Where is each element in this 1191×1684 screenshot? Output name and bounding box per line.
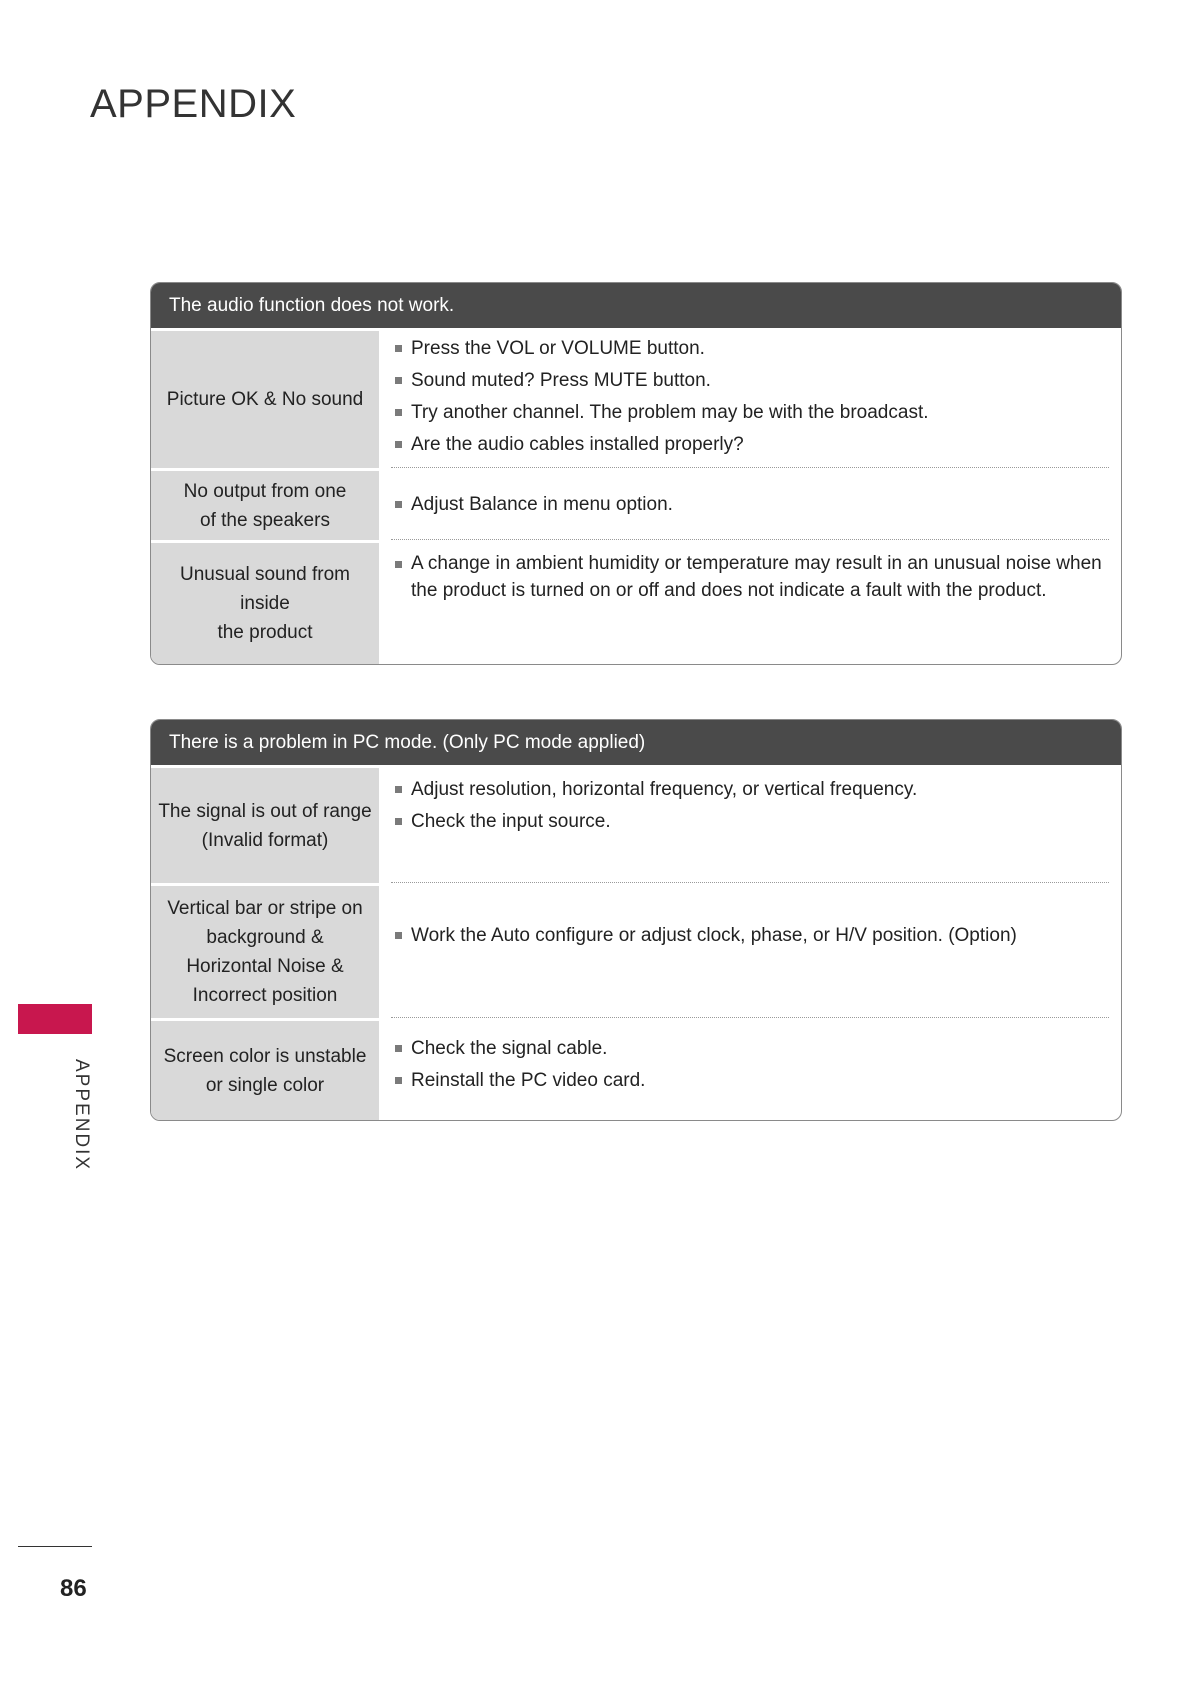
solution-item: Try another channel. The problem may be with the broadcast. xyxy=(395,398,1107,427)
solution-item: Sound muted? Press MUTE button. xyxy=(395,366,1107,395)
table-row xyxy=(151,883,1121,1018)
table-row xyxy=(151,1018,1121,1120)
solutions-cell xyxy=(379,540,1121,664)
footer-rule xyxy=(18,1546,92,1547)
symptom-cell xyxy=(151,1018,379,1120)
symptom-line: Incorrect position xyxy=(192,985,338,1006)
pc-mode-trouble-table xyxy=(150,719,1122,1121)
symptom-line: (Invalid format) xyxy=(201,829,329,851)
table-row xyxy=(151,540,1121,664)
symptom-cell xyxy=(151,328,379,468)
solutions-cell xyxy=(379,1018,1121,1120)
solution-item: Adjust Balance in menu option. xyxy=(395,490,1107,519)
solution-item: Press the VOL or VOLUME button. xyxy=(395,334,1107,363)
solution-item: Adjust resolution, horizontal frequency, or vertical frequency. xyxy=(395,775,1107,804)
symptom-cell xyxy=(151,883,379,1018)
solutions-cell xyxy=(379,883,1121,1018)
page-number: 86 xyxy=(60,1575,87,1602)
symptom-line: inside xyxy=(240,593,290,614)
symptom-cell xyxy=(151,468,379,540)
solution-item: Are the audio cables installed properly? xyxy=(395,430,1107,459)
audio-trouble-table xyxy=(150,282,1122,665)
symptom-line: The signal is out of range xyxy=(158,800,372,822)
symptom-line: Unusual sound from xyxy=(179,564,351,585)
symptom-line: Vertical bar or stripe on xyxy=(167,898,363,919)
solution-item: Check the input source. xyxy=(395,807,1107,836)
side-section-label: APPENDIX xyxy=(71,1059,92,1172)
page-title: APPENDIX xyxy=(90,82,297,126)
symptom-line: or single color xyxy=(205,1074,325,1096)
symptom-line: No output from one xyxy=(183,480,347,502)
solution-item: Check the signal cable. xyxy=(395,1034,1107,1063)
table-header: There is a problem in PC mode. (Only PC mode applied) xyxy=(151,720,1121,765)
table-row xyxy=(151,328,1121,468)
symptom-line: Picture OK & No sound xyxy=(166,389,364,410)
table-row xyxy=(151,765,1121,883)
solution-item: Work the Auto configure or adjust clock, phase, or H/V position. (Option) xyxy=(395,921,1107,950)
symptom-cell xyxy=(151,540,379,664)
solutions-cell xyxy=(379,328,1121,468)
solution-item: A change in ambient humidity or temperature may result in an unusual noise when the product is turned on or off and does not indicate a fault with the product. xyxy=(395,550,1107,604)
table-row xyxy=(151,468,1121,540)
solution-item: Reinstall the PC video card. xyxy=(395,1066,1107,1095)
solutions-cell xyxy=(379,765,1121,883)
section-tab-marker xyxy=(18,1004,92,1034)
symptom-cell xyxy=(151,765,379,883)
solutions-cell xyxy=(379,468,1121,540)
symptom-line: background & xyxy=(206,927,324,948)
table-header: The audio function does not work. xyxy=(151,283,1121,328)
symptom-line: Horizontal Noise & xyxy=(186,956,344,977)
symptom-line: Screen color is unstable xyxy=(163,1045,367,1067)
symptom-line: of the speakers xyxy=(200,509,330,531)
symptom-line: the product xyxy=(217,622,313,643)
